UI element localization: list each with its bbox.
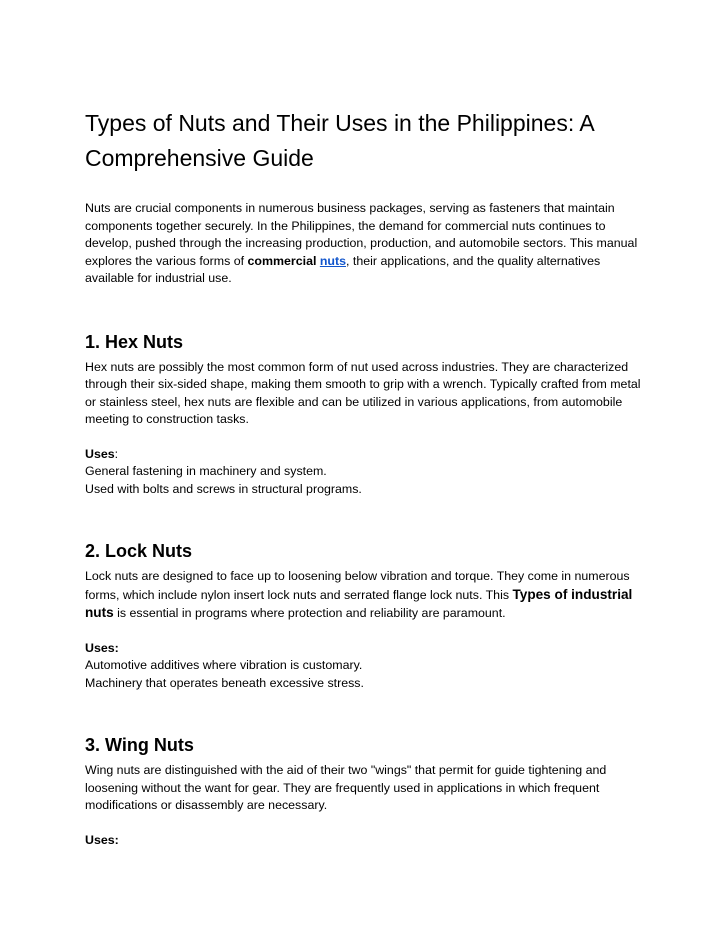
uses-label-line [85,446,641,464]
intro-paragraph [85,200,641,288]
uses-item: General fastening in machinery and system. [85,464,327,478]
section-heading-wing-nuts: 3. Wing Nuts [85,735,194,755]
section-body-lock-nuts [85,568,641,623]
intro-bold-text: commercial [247,253,317,268]
uses-block-hex-nuts [85,446,641,499]
section-body-wing-nuts: Wing nuts are distinguished with the aid of their two "wings" that permit for guide tightening and loosening without the want for gear. They are frequently used in applications in which frequent modifications or disassembly are necessary. [85,763,607,812]
page-title: Types of Nuts and Their Uses in the Philippines: A Comprehensive Guide [85,110,594,171]
uses-item: Machinery that operates beneath excessive stress. [85,675,364,690]
section-heading-hex-nuts: 1. Hex Nuts [85,331,184,352]
uses-block-lock-nuts [85,640,641,693]
uses-item: Automotive additives where vibration is customary. [85,658,363,672]
nuts-link[interactable]: nuts [319,253,347,268]
lock-nuts-bold-text: Types of industrial nuts [85,586,633,620]
uses-label: Uses: [85,832,119,847]
uses-label: Uses [85,446,115,461]
uses-block-wing-nuts [85,832,641,850]
uses-label: Uses: [85,640,119,655]
section-body-hex-nuts: Hex nuts are possibly the most common form of nut used across industries. They are characterized through their six-sided shape, making them smooth to grip with a wrench. Typically crafted from metal or stainless steel, hex nuts are flexible and can be utilized in various applications, from automobile meeting to construction tasks. [85,359,641,426]
section-heading-lock-nuts: 2. Lock Nuts [85,541,193,561]
document-content [85,106,641,849]
lock-nuts-text: Lock nuts are designed to face up to loosening below vibration and torque. They come in numerous forms, which include nylon insert lock nuts and serrated flange lock nuts. This [85,569,630,602]
uses-colon: : [114,446,119,461]
uses-item: Used with bolts and screws in structural programs. [85,481,362,496]
lock-nuts-text-end: is essential in programs where protection and reliability are paramount. [113,606,506,620]
intro-text: Nuts are crucial components in numerous business packages, serving as fasteners that maintain components together securely. In the Philippines, the demand for commercial nuts continues to develop, pushed through the increasing production, production, and automobile sectors. This manual explores the various forms of [85,201,638,268]
intro-text-end: , their applications, and the quality alternatives available for industrial use. [85,253,601,285]
